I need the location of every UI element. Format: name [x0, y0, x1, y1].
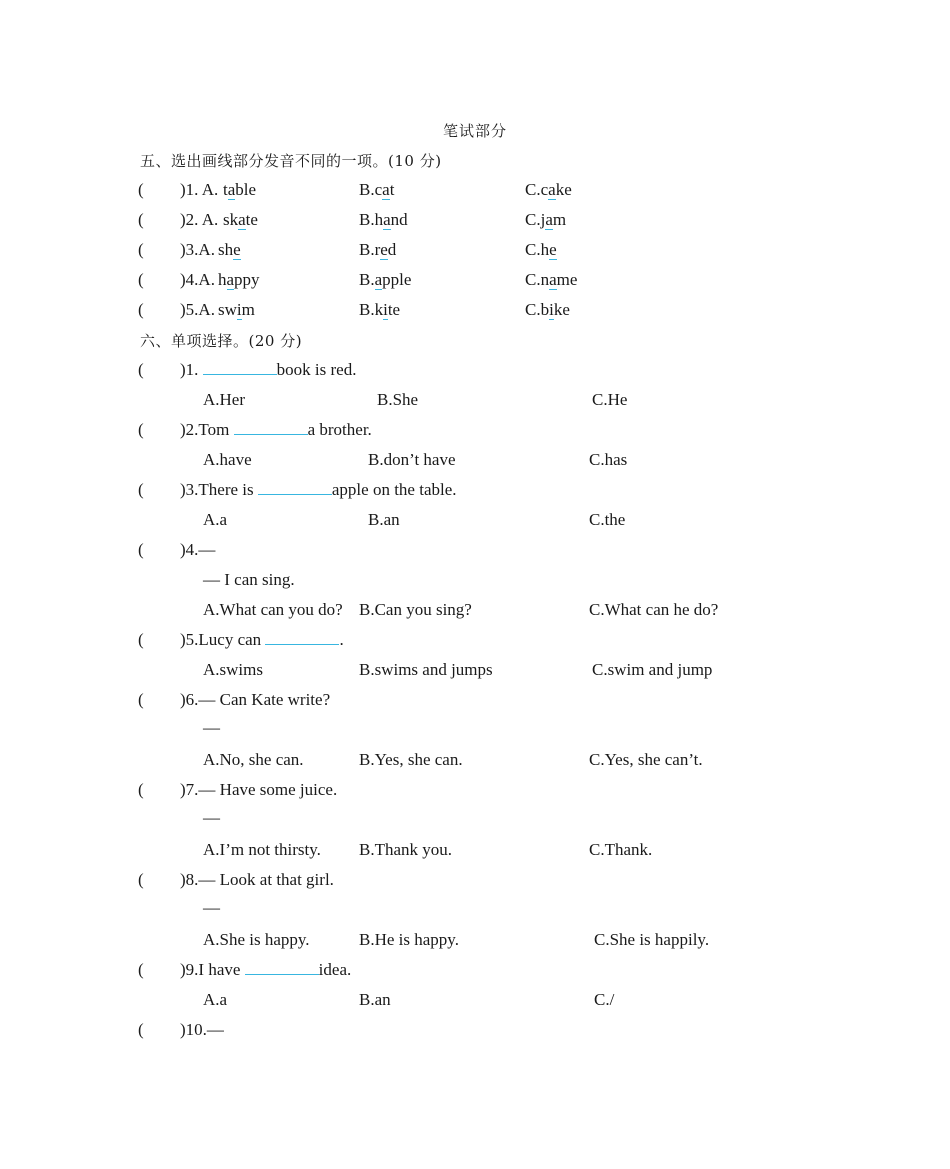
- option-b: B.an: [368, 510, 400, 529]
- question-number: )1. A.: [180, 180, 219, 199]
- option-b: B.red: [359, 240, 397, 259]
- option-a: swim: [218, 300, 255, 319]
- option-b: B.an: [359, 990, 391, 1009]
- page-title: 笔试部分: [442, 122, 507, 140]
- option-c: C.name: [525, 270, 578, 289]
- question-5: )5.Lucy can .: [180, 630, 344, 649]
- option-a: A.No, she can.: [203, 750, 304, 769]
- answer-paren: (: [138, 180, 144, 199]
- section5-heading: 五、选出画线部分发音不同的一项。(10 分): [140, 152, 442, 170]
- option-a: A.have: [203, 450, 252, 469]
- dialogue-line: —: [203, 898, 220, 917]
- question-1: )1. book is red.: [180, 360, 357, 379]
- question-7: )7.— Have some juice.: [180, 780, 338, 799]
- option-c: C.the: [589, 510, 626, 529]
- question-10: )10.—: [180, 1020, 224, 1039]
- question-4: )4.—: [180, 540, 216, 559]
- question-number: )5.A.: [180, 300, 215, 319]
- option-b: B.Thank you.: [359, 840, 453, 859]
- option-a: A.What can you do?: [203, 600, 343, 619]
- option-a: happy: [218, 270, 260, 289]
- option-c: C.Yes, she can’t.: [589, 750, 703, 769]
- question-number: )2. A.: [180, 210, 219, 229]
- answer-paren: (: [138, 360, 144, 379]
- option-b: B.apple: [359, 270, 412, 289]
- option-c: C.She is happily.: [594, 930, 710, 949]
- option-c: C.Thank.: [589, 840, 653, 859]
- option-c: C.What can he do?: [589, 600, 719, 619]
- option-c: C.has: [589, 450, 628, 469]
- option-b: B.She: [377, 390, 419, 409]
- question-2: )2.Tom a brother.: [180, 420, 372, 439]
- answer-paren: (: [138, 300, 144, 319]
- option-a: skate: [223, 210, 258, 229]
- option-b: B.cat: [359, 180, 395, 199]
- question-3: )3.There is apple on the table.: [180, 480, 457, 499]
- dialogue-line: —: [203, 808, 220, 827]
- option-b: B.kite: [359, 300, 401, 319]
- option-b: B.don’t have: [368, 450, 456, 469]
- question-8: )8.— Look at that girl.: [180, 870, 334, 889]
- answer-blank: [265, 630, 339, 645]
- option-a: A.a: [203, 990, 228, 1009]
- option-a: she: [218, 240, 241, 259]
- answer-paren: (: [138, 960, 144, 979]
- option-a: A.Her: [203, 390, 246, 409]
- answer-paren: (: [138, 780, 144, 799]
- option-a: A.a: [203, 510, 228, 529]
- dialogue-line: — I can sing.: [203, 570, 295, 589]
- option-c: C.swim and jump: [592, 660, 713, 679]
- option-b: B.Can you sing?: [359, 600, 472, 619]
- answer-paren: (: [138, 1020, 144, 1039]
- option-c: C.bike: [525, 300, 570, 319]
- question-9: )9.I have idea.: [180, 960, 352, 979]
- question-number: )4.A.: [180, 270, 215, 289]
- answer-paren: (: [138, 480, 144, 499]
- option-a: A.She is happy.: [203, 930, 310, 949]
- answer-paren: (: [138, 630, 144, 649]
- section6-heading: 六、单项选择。(20 分): [140, 332, 303, 350]
- option-b: B.hand: [359, 210, 408, 229]
- question-6: )6.— Can Kate write?: [180, 690, 331, 709]
- option-a: A.swims: [203, 660, 263, 679]
- option-a: table: [223, 180, 257, 199]
- answer-paren: (: [138, 690, 144, 709]
- answer-blank: [258, 480, 332, 495]
- answer-paren: (: [138, 540, 144, 559]
- question-number: )3.A.: [180, 240, 215, 259]
- option-b: B.Yes, she can.: [359, 750, 463, 769]
- option-c: C.He: [592, 390, 628, 409]
- option-c: C.cake: [525, 180, 572, 199]
- option-b: B.He is happy.: [359, 930, 459, 949]
- option-c: C./: [594, 990, 615, 1009]
- answer-paren: (: [138, 270, 144, 289]
- answer-blank: [245, 960, 319, 975]
- option-c: C.jam: [525, 210, 567, 229]
- option-a: A.I’m not thirsty.: [203, 840, 321, 859]
- answer-paren: (: [138, 240, 144, 259]
- option-b: B.swims and jumps: [359, 660, 493, 679]
- answer-blank: [203, 360, 277, 375]
- answer-blank: [234, 420, 308, 435]
- answer-paren: (: [138, 420, 144, 439]
- option-c: C.he: [525, 240, 557, 259]
- answer-paren: (: [138, 210, 144, 229]
- dialogue-line: —: [203, 718, 220, 737]
- answer-paren: (: [138, 870, 144, 889]
